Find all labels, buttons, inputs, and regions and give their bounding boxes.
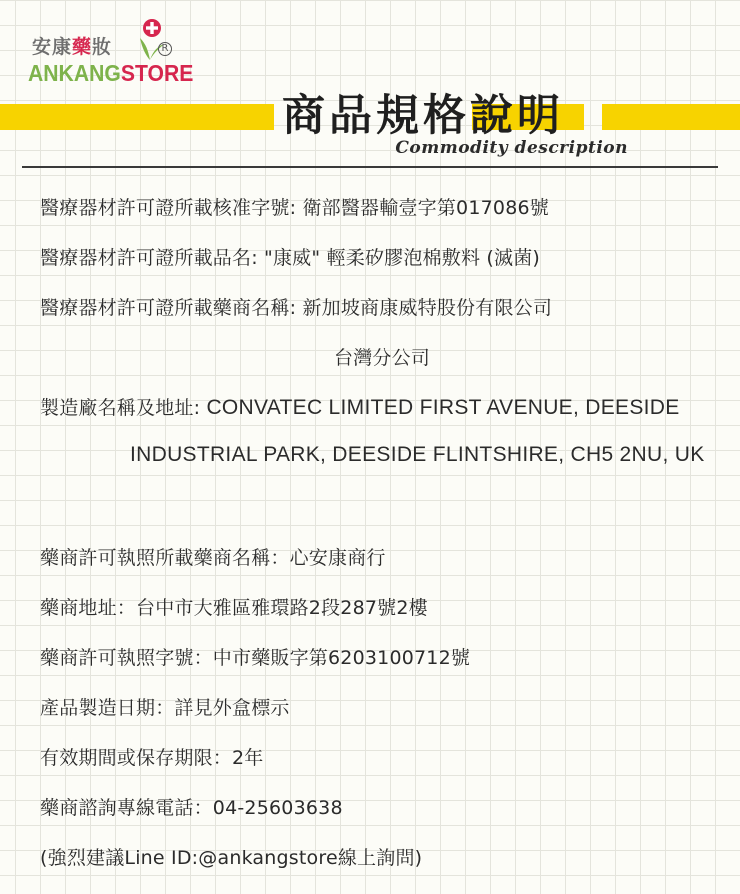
- header-divider: [22, 166, 718, 168]
- spec-license-no: 醫療器材許可證所載核准字號: 衛部醫器輸壹字第017086號: [40, 197, 549, 219]
- page-title: 商品規格說明: [282, 91, 564, 141]
- brand-logo: [28, 18, 198, 98]
- spec-maker: [40, 393, 680, 420]
- spec-licensee-branch: 台灣分公司: [334, 347, 431, 369]
- logo-chinese-name: 安康藥妝: [32, 36, 113, 58]
- title-band-left: [0, 104, 274, 130]
- spec-licensee: 醫療器材許可證所載藥商名稱: 新加坡商康威特股份有限公司: [40, 297, 553, 319]
- spec-pharmacy-name: 藥商許可執照所載藥商名稱：心安康商行: [40, 547, 386, 569]
- spec-expiry: 有效期間或保存期限：2年: [40, 747, 264, 769]
- spec-pharmacy-address: 藥商地址：台中市大雅區雅環路2段287號2樓: [40, 597, 428, 619]
- spec-line-contact: (強烈建議Line ID:@ankangstore線上詢問): [40, 847, 423, 869]
- spec-product-name: 醫療器材許可證所載品名: "康威" 輕柔矽膠泡棉敷料 (滅菌): [40, 247, 541, 269]
- spec-maker-line1: CONVATEC LIMITED FIRST AVENUE, DEESIDE: [206, 396, 680, 419]
- spec-maker-line2: INDUSTRIAL PARK, DEESIDE FLINTSHIRE, CH5 2NU, UK: [130, 443, 705, 466]
- spec-maker-label: 製造廠名稱及地址:: [40, 397, 207, 419]
- spec-pharmacy-license: 藥商許可執照字號：中市藥販字第6203100712號: [40, 647, 471, 669]
- title-box: [274, 80, 602, 141]
- registered-mark: R: [158, 42, 172, 56]
- spec-hotline: 藥商諮詢專線電話：04-25603638: [40, 797, 343, 819]
- title-band-right: [602, 104, 740, 130]
- logo-english-name: ANKANGSTORE: [28, 60, 194, 86]
- spec-mfg-date: 產品製造日期：詳見外盒標示: [40, 697, 290, 719]
- page-subtitle: Commodity description: [395, 138, 628, 158]
